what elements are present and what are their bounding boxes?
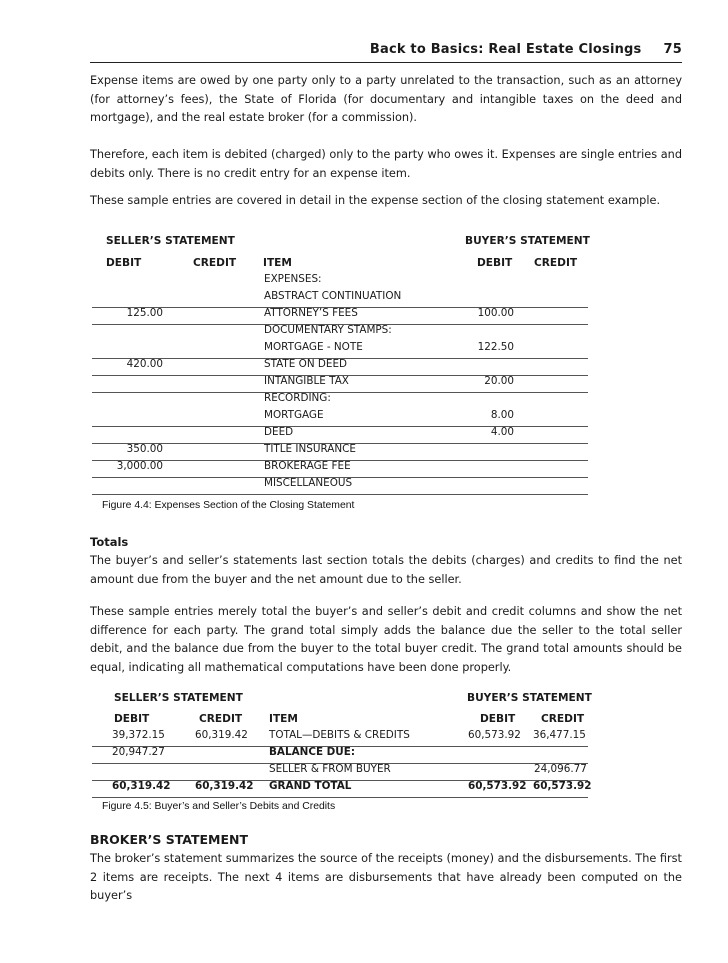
- item-cell: TOTAL—DEBITS & CREDITS: [269, 729, 410, 741]
- seller-statement-heading: SELLER’S STATEMENT: [114, 692, 243, 704]
- buyer-statement-heading: BUYER’S STATEMENT: [465, 235, 590, 247]
- item-cell: MORTGAGE - NOTE: [264, 341, 363, 353]
- table-row: [92, 290, 588, 308]
- paragraph-expense-items: Expense items are owed by one party only to a party unrelated to the transaction, such as an attorney (for attorney’s fees), the State of Florida (for documentary and intangible taxes on the deed and mortgage), and the real estate broker (for a commission).: [90, 74, 682, 124]
- seller-debit-cell: 20,947.27: [112, 746, 165, 758]
- seller-debit-cell: 350.00: [126, 443, 163, 455]
- figure-caption-4-4: Figure 4.4: Expenses Section of the Closing Statement: [102, 500, 355, 511]
- totals-heading: Totals: [90, 535, 129, 549]
- paragraph-sample-entries: These sample entries are covered in detail in the expense section of the closing statement example.: [90, 194, 661, 207]
- item-header: ITEM: [269, 713, 298, 725]
- buyer-debit-cell: 60,573.92: [468, 780, 527, 792]
- table-title-row: [92, 235, 588, 252]
- item-cell: STATE ON DEED: [264, 358, 348, 370]
- buyer-credit-header: CREDIT: [534, 257, 578, 269]
- table-row: [92, 780, 592, 798]
- seller-debit-cell: 420.00: [126, 358, 163, 370]
- paragraph-grand-total: These sample entries merely total the buyer’s and seller’s debit and credit columns and show the net difference for each party. The grand total simply adds the balance due the seller to the total seller debit, and the balance due from the buyer to the total buyer credit. The grand total amounts should be equal, indicating all mathematical computations have been done properly.: [90, 605, 682, 674]
- item-header: ITEM: [263, 257, 292, 269]
- table-row: [92, 273, 588, 290]
- item-cell: MORTGAGE: [264, 409, 324, 421]
- buyer-debit-cell: 4.00: [490, 426, 514, 438]
- table-row: [92, 358, 588, 376]
- paragraph-totals: The buyer’s and seller’s statements last section totals the debits (charges) and credits to find the net amount due from the buyer and the net amount due to the seller.: [90, 554, 682, 586]
- item-cell: MISCELLANEOUS: [264, 477, 353, 489]
- table-title-row: [92, 692, 592, 709]
- table-row: [92, 729, 588, 747]
- buyer-debit-header: DEBIT: [477, 257, 513, 269]
- item-cell: GRAND TOTAL: [269, 780, 352, 792]
- item-cell: TITLE INSURANCE: [264, 443, 356, 455]
- table-row: [92, 409, 588, 427]
- table-row: [92, 307, 588, 325]
- table-row: [92, 375, 588, 393]
- seller-debit-cell: 60,319.42: [112, 780, 171, 792]
- seller-debit-header: DEBIT: [114, 713, 150, 725]
- item-cell: ATTORNEY’S FEES: [264, 307, 358, 319]
- table-row: [92, 763, 588, 781]
- seller-debit-cell: 39,372.15: [112, 729, 165, 741]
- item-cell: BROKERAGE FEE: [264, 460, 351, 472]
- paragraph-debit-only: Therefore, each item is debited (charged) only to the party who owes it. Expenses are single entries and debits only. There is no credit entry for an expense item.: [90, 148, 682, 180]
- header-rule: [90, 62, 682, 63]
- seller-credit-header: CREDIT: [199, 713, 243, 725]
- running-title: Back to Basics: Real Estate Closings: [369, 42, 642, 57]
- seller-debit-cell: 125.00: [126, 307, 163, 319]
- item-cell: DEED: [264, 426, 294, 438]
- buyer-debit-cell: 8.00: [490, 409, 514, 421]
- item-cell: RECORDING:: [264, 392, 331, 404]
- seller-debit-header: DEBIT: [106, 257, 142, 269]
- buyer-debit-cell: 122.50: [477, 341, 514, 353]
- seller-credit-cell: 60,319.42: [195, 780, 254, 792]
- buyer-credit-cell: 60,573.92: [533, 780, 592, 792]
- table-row: [92, 443, 588, 461]
- table-row: [92, 477, 588, 495]
- table-row: [92, 392, 588, 409]
- figure-caption-4-5: Figure 4.5: Buyer’s and Seller’s Debits and Credits: [102, 801, 336, 812]
- page-header: [90, 42, 682, 57]
- seller-credit-header: CREDIT: [193, 257, 237, 269]
- page-number: 75: [663, 42, 682, 57]
- buyer-debit-header: DEBIT: [480, 713, 516, 725]
- seller-statement-heading: SELLER’S STATEMENT: [106, 235, 235, 247]
- table-row: [92, 426, 588, 444]
- column-header-row: [92, 713, 588, 730]
- buyer-statement-heading: BUYER’S STATEMENT: [467, 692, 592, 704]
- buyer-debit-cell: 100.00: [477, 307, 514, 319]
- broker-statement-heading: BROKER’S STATEMENT: [90, 832, 249, 847]
- item-cell: DOCUMENTARY STAMPS:: [264, 324, 392, 336]
- buyer-credit-cell: 36,477.15: [533, 729, 586, 741]
- table-row: [92, 341, 588, 359]
- column-header-row: [92, 257, 588, 274]
- paragraph-broker-statement: The broker’s statement summarizes the source of the receipts (money) and the disbursements. The first 2 items are receipts. The next 4 items are disbursements that have already been computed on the buyer’s: [90, 852, 682, 902]
- table-row: [92, 460, 588, 478]
- seller-credit-cell: 60,319.42: [195, 729, 248, 741]
- seller-debit-cell: 3,000.00: [116, 460, 163, 472]
- buyer-debit-cell: 60,573.92: [468, 729, 521, 741]
- buyer-credit-cell: 24,096.77: [534, 763, 587, 775]
- table-row: [92, 324, 588, 341]
- buyer-debit-cell: 20.00: [484, 375, 514, 387]
- item-cell: INTANGIBLE TAX: [264, 375, 349, 387]
- table-row: [92, 746, 588, 764]
- buyer-credit-header: CREDIT: [541, 713, 585, 725]
- item-cell: ABSTRACT CONTINUATION: [264, 290, 402, 302]
- item-cell: SELLER & FROM BUYER: [269, 763, 391, 775]
- item-cell: EXPENSES:: [264, 273, 322, 285]
- item-cell: BALANCE DUE:: [269, 746, 355, 758]
